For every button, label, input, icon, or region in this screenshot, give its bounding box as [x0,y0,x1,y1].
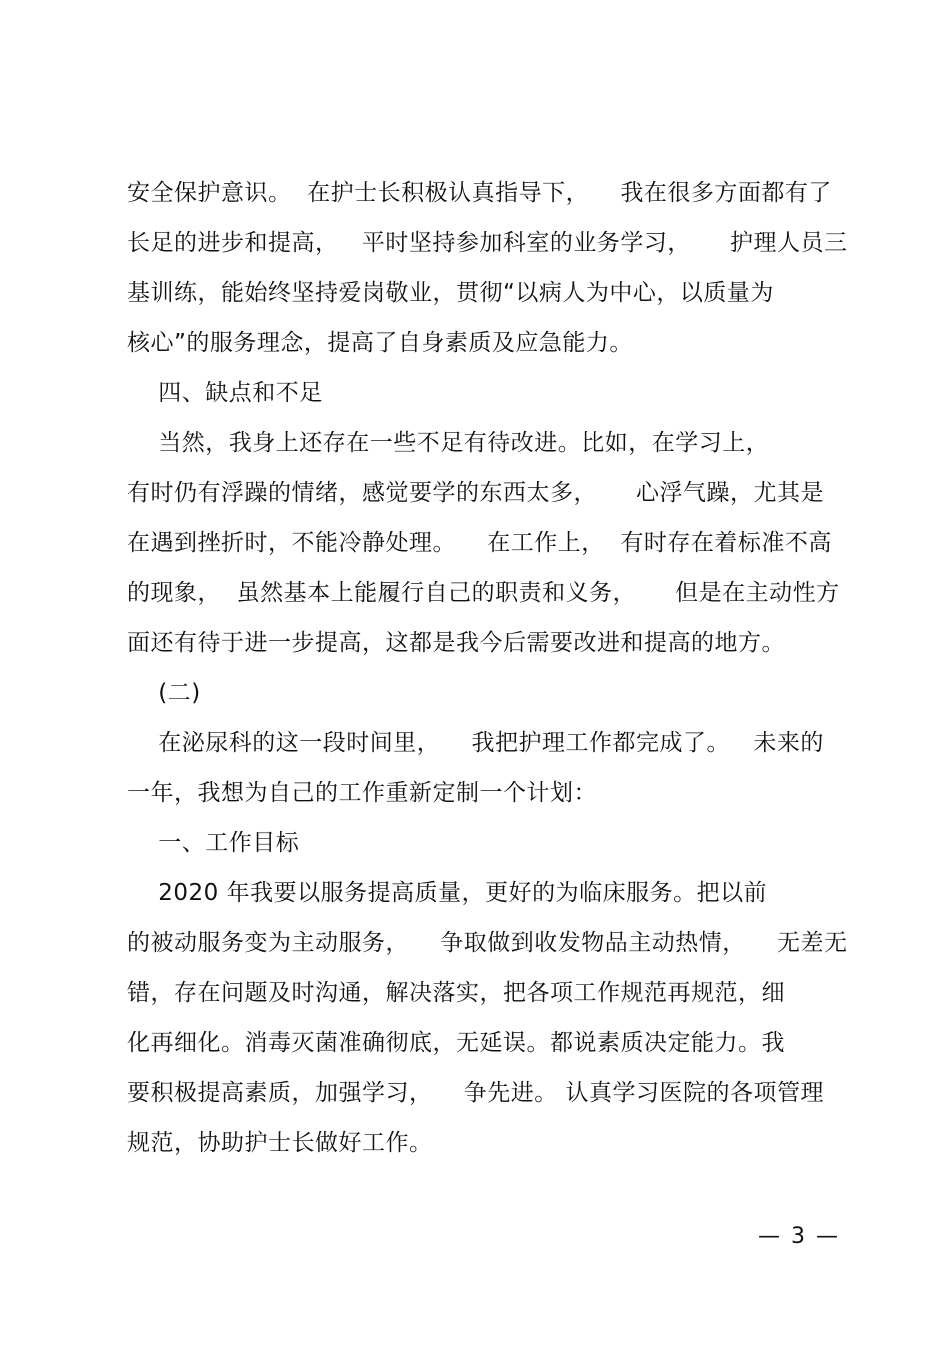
text-line: 在泌尿科的这一段时间里， 我把护理工作都完成了。 未来的 [127,730,824,756]
text-line: 基训练，能始终坚持爱岗敬业，贯彻“以病人为中心，以质量为 [127,280,774,306]
text-line: 的现象， 虽然基本上能履行自己的职责和义务， 但是在主动性方 [127,580,840,606]
text-line: 错，存在问题及时沟通，解决落实，把各项工作规范再规范，细 [127,980,785,1006]
text-line: 核心”的服务理念，提高了自身素质及应急能力。 [127,330,633,356]
text-line: 安全保护意识。 在护士长积极认真指导下， 我在很多方面都有了 [127,180,832,206]
text-line: 长足的进步和提高， 平时坚持参加科室的业务学习， 护理人员三 [127,230,848,256]
text-line: 化再细化。消毒灭菌准确彻底，无延误。都说素质决定能力。我 [127,1030,785,1056]
text-line: 有时仍有浮躁的情绪，感觉要学的东西太多， 心浮气躁，尤其是 [127,480,825,506]
text-line: 当然，我身上还存在一些不足有待改进。比如，在学习上， [127,430,770,456]
text-line: 面还有待于进一步提高，这都是我今后需要改进和提高的地方。 [127,630,785,656]
text-line: 的被动服务变为主动服务， 争取做到收发物品主动热情， 无差无 [127,930,848,956]
text-line: 要积极提高素质，加强学习， 争先进。 认真学习医院的各项管理 [127,1080,825,1106]
section-heading: 四、缺点和不足 [127,380,323,406]
text-line: 在遇到挫折时，不能冷静处理。 在工作上， 有时存在着标准不高 [127,530,832,556]
page-number: — 3 — [758,1224,840,1249]
text-line: 一年，我想为自己的工作重新定制一个计划： [127,780,597,806]
section-heading: (二) [127,680,201,706]
text-line: 规范，协助护士长做好工作。 [127,1130,433,1156]
text-line: 2020 年我要以服务提高质量，更好的为临床服务。把以前 [127,880,768,906]
section-heading: 一、工作目标 [127,830,300,856]
